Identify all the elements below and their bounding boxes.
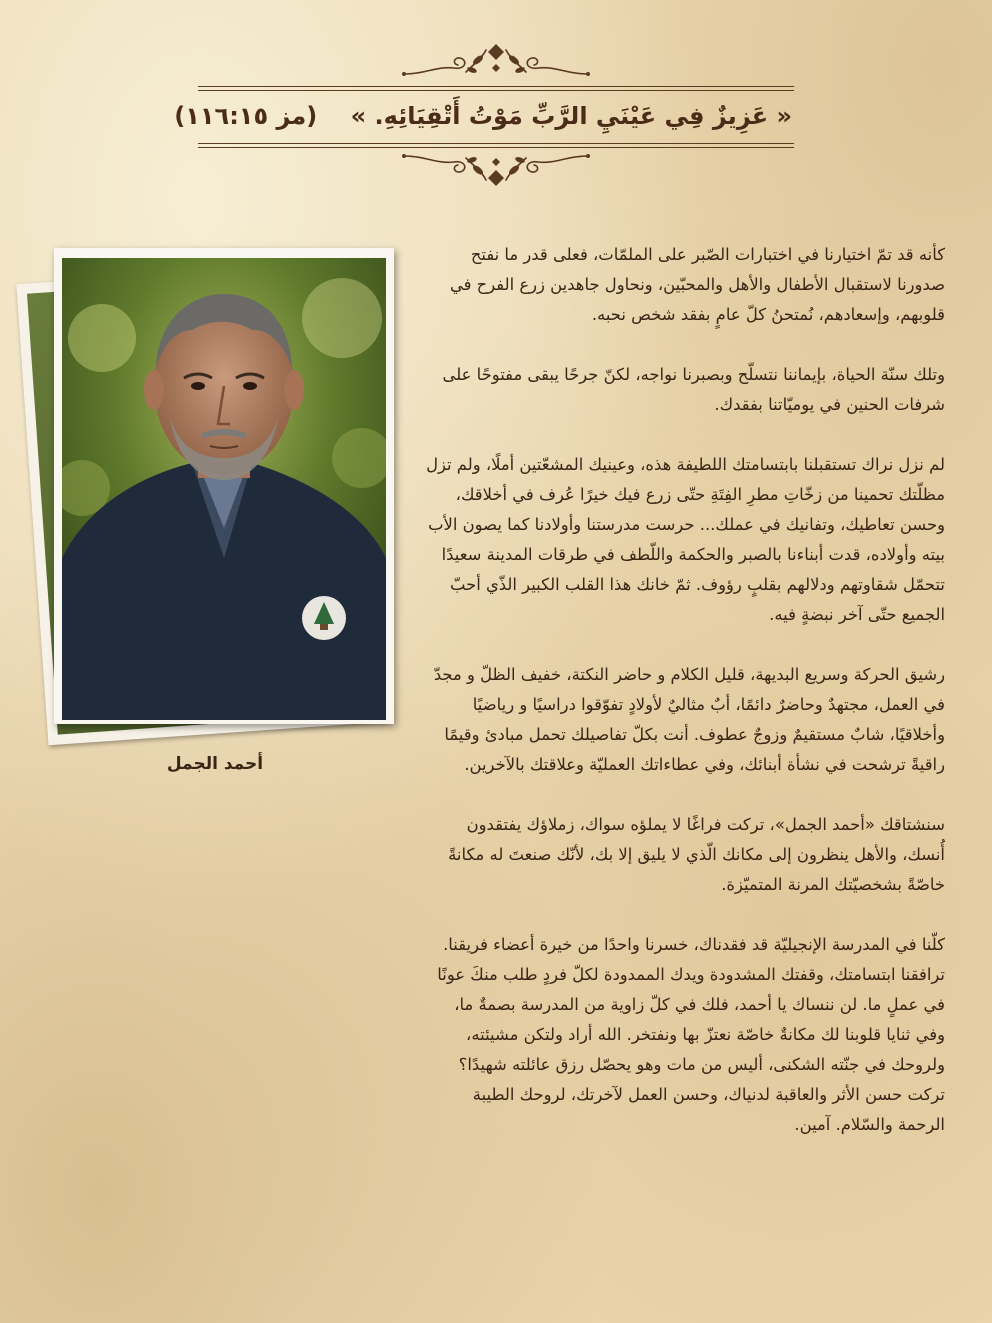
- article-paragraph: لم نزل نراك تستقبلنا بابتسامتك اللطيفة هذه، وعينيك المشعّتين أملًا، ولم تزل مظلّتك تحمينا من زخّاتِ مطرِ الفِتَةِ حتّى زرع فيك خيرًا عُرف في أخلاقك، وحسن تعاطيك، وتفانيك في عملك... حرست مدرستنا وأولادنا كما يصون الأب بيته وأولاده، قدت أبناءنا بالصبر والحكمة واللّطف في طرقات المدينة سعيدًا تتحمّل شقاوتهم ودلالهم بقلبٍ رؤوف. ثمّ خانك هذا القلب الكبير الذّي أحبّ الجميع حتّى آخر نبضةٍ فيه.: [426, 455, 945, 624]
- article-paragraph: سنشتاقك «أحمد الجمل»، تركت فراغًا لا يملؤه سواك، زملاؤك يفتقدون أُنسك، والأهل ينظرون إلى مكانك الّذي لا يليق إلا بك، لأنّك صنعتَ له مكانةً خاصّةً بشخصيّتك المرنة المتميّزة.: [448, 815, 945, 894]
- scripture-reference: (مز ١١٦:١٥): [174, 102, 318, 130]
- article-paragraph: رشيق الحركة وسريع البديهة، قليل الكلام و حاضر النكتة، خفيف الظلّ و مجدّ في العمل، مجتهدٌ وحاضرٌ دائمًا، أبٌ مثاليٌ لأولادٍ تفوّقوا دراسيًا و رياضيًا وأخلاقيًا، شابٌ مستقيمٌ وزوجٌ عطوف. أنت بكلّ تفاصيلك تحمل مبادئ وقيمًا راقيةً ترشحت في نشأة أبنائك، وفي عطاءاتك العمليّة وعلاقتك بالآخرين.: [433, 665, 945, 774]
- bottom-flourish-ornament: [396, 146, 596, 192]
- photo-caption: أحمد الجمل: [166, 754, 264, 774]
- scripture-quote-heading: [174, 96, 792, 136]
- article-paragraph: كلّنا في المدرسة الإنجيليّة قد فقدناك، خسرنا واحدًا من خيرة أعضاء فريقنا. ترافقنا ابتسامتك، وقفتك المشدودة ويدك الممدودة لكلّ فردٍ طلب منكَ عونًا في عملٍ ما. لن ننساك يا أحمد، فلك في كلّ زاوية من المدرسة بصمةٌ ما، وفي ثنايا قلوبنا لك مكانةٌ خاصّة نعتزّ بها ونفتخر. الله أراد ولتكن مشيئته، ولروحك في جنّته الشكنى، أليس من مات وهو يحصّل رزق عائلته شهيدًا؟ تركت حسن الأثر والعاقبة لدنياك، وحسن العمل لآخرتك، لروحك الطيبة الرحمة والسّلام. آمين.: [437, 935, 945, 1134]
- scripture-quote: « عَزِيزٌ فِي عَيْنَيِ الرَّبِّ مَوْتُ أَتْقِيَائِهِ. »: [350, 102, 792, 130]
- memorial-article: [425, 240, 945, 1140]
- article-paragraph: وتلك سنّة الحياة، بإيماننا نتسلّح وبصبرنا نواجه، لكنّ جرحًا يبقى مفتوحًا على شرفات الحنين في يوميّاتنا بفقدك.: [442, 365, 945, 414]
- photo-front-print: [54, 248, 394, 724]
- article-paragraph: كأنه قد تمّ اختيارنا في اختبارات الصّبر على الملمّات، فعلى قدر ما نفتح صدورنا لاستقبال الأطفال والأهل والمحبّين، ونحاول جاهدين زرع الفرح في قلوبهم، وإسعادهم، نُمتحنُ كلّ عامٍ بفقد شخص نحبه.: [449, 245, 945, 324]
- portrait-photo-frame: [20, 232, 410, 752]
- portrait-photo: [62, 258, 386, 720]
- bottom-double-rule: [198, 143, 794, 144]
- top-flourish-ornament: [396, 38, 596, 84]
- top-double-rule: [198, 86, 794, 87]
